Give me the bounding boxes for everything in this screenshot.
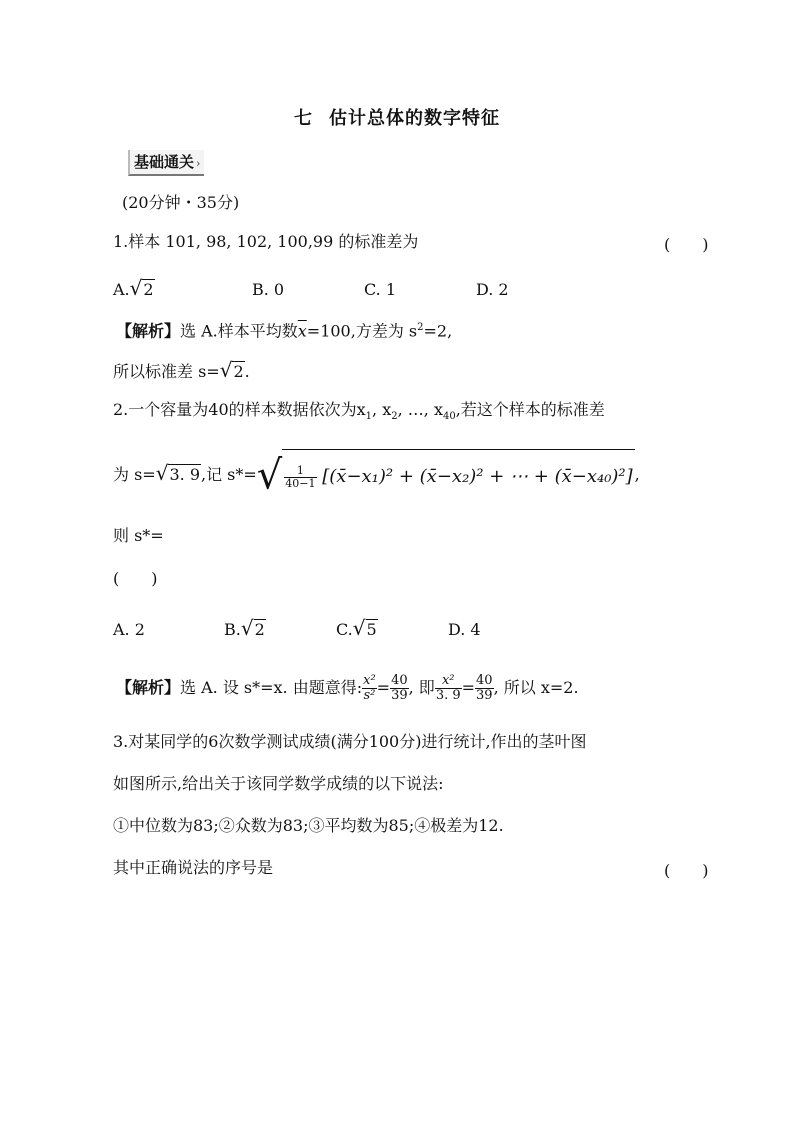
q2-sub-1: 1 <box>365 411 373 423</box>
q2-frac-40-39 <box>390 674 409 703</box>
q2-answer-blank: ( ) <box>113 569 158 588</box>
q2-line2-b: ,记 s*= <box>201 465 257 484</box>
q1-option-a-radicand: 2 <box>143 280 154 299</box>
q1-solution-text-a: 选 A.样本平均数 <box>180 321 298 341</box>
q2-sub-40: 40 <box>442 411 456 423</box>
q2-f1-den: s² <box>363 688 376 703</box>
q2-frac-x2-39 <box>435 674 462 703</box>
q2-line3: 则 s*= <box>113 526 164 545</box>
q1-stem: 1.样本 101, 98, 102, 100,99 的标准差为 <box>113 232 419 251</box>
q2-stem <box>113 400 605 427</box>
q2-f1-num: x² <box>363 673 376 688</box>
q2-formula-fraction <box>284 465 316 490</box>
q2-solution-text-c: , 所以 x=2. <box>493 678 579 697</box>
big-sqrt-symbol: √ $\frac{1}{40-1}$ [(x̄−x₁)² + (x̄−x₂)² + ⋯ + (x̄−x₄₀)²] <box>257 449 635 502</box>
q2-solution-label: 【解析】 <box>116 678 181 697</box>
q2-line2-a: 为 s= <box>113 465 156 484</box>
q2-solution <box>116 670 579 706</box>
q1-option-a-prefix: A. <box>113 280 130 299</box>
q2-line2-end: , <box>634 465 640 484</box>
q1-option-b: B. 0 <box>252 280 285 299</box>
q2-eq2: = <box>461 678 476 697</box>
q2-option-c <box>336 618 378 640</box>
q2-line2 <box>113 448 640 502</box>
section-badge-label: 基础通关 <box>134 153 195 171</box>
badge-arrow-icon: › <box>196 157 201 170</box>
q2-line2-radicand: 3. 9 <box>169 465 200 484</box>
q1-solution-line2 <box>113 360 250 382</box>
q1-option-c: C. 1 <box>364 280 397 299</box>
q2-frac-x2-s2 <box>362 674 377 703</box>
q2-stem-c: , …, x <box>397 400 443 419</box>
q1-solution <box>116 318 452 341</box>
q2-stem-a: 2.一个容量为40的样本数据依次为x <box>113 400 366 419</box>
q2-solution-text-b: , 即 <box>408 678 435 697</box>
page-title <box>0 104 794 130</box>
q1-solution-label: 【解析】 <box>116 321 181 341</box>
q3-answer-blank: ( ) <box>664 861 709 880</box>
title-text: 估计总体的数字特征 <box>329 108 500 129</box>
section-badge <box>128 150 204 176</box>
q2-f2-num: 40 <box>391 673 408 688</box>
q2-f3-num: x² <box>435 674 462 689</box>
q2-option-b-radicand: 2 <box>254 620 265 639</box>
q2-frac-num: 1 <box>284 465 316 478</box>
q2-option-a: A. 2 <box>113 620 145 639</box>
q2-f3-den: 3. 9 <box>435 688 461 703</box>
q2-solution-text-a: 选 A. 设 s*=x. 由题意得: <box>180 678 363 697</box>
q2-option-b <box>224 618 266 640</box>
q1-option-a <box>113 278 155 300</box>
q1-solution-mean-symbol: $\overline{x}$ <box>297 321 307 341</box>
q2-frac-den: 40−1 <box>285 476 316 490</box>
q1-solution-text-c: =2, <box>423 321 453 341</box>
q2-formula-sum: [(x̄−x₁)² + (x̄−x₂)² + ⋯ + (x̄−x₄₀)²] <box>322 466 633 487</box>
sqrt-symbol: √2 <box>219 358 244 382</box>
sqrt-symbol: √5 <box>352 616 377 640</box>
q1-answer-blank: ( ) <box>664 235 709 254</box>
q2-sub-2: 2 <box>391 411 398 423</box>
q3-line4: 其中正确说法的序号是 <box>113 858 274 877</box>
q2-option-c-prefix: C. <box>336 620 353 639</box>
q2-eq1: = <box>376 678 391 697</box>
q2-stem-b: , x <box>372 400 392 419</box>
q2-f2-den: 39 <box>391 688 408 703</box>
sqrt-symbol: √2 <box>240 616 265 640</box>
q1-solution2-radicand: 2 <box>233 362 244 381</box>
q1-solution-text-b: =100,方差为 s <box>306 321 418 341</box>
sqrt-symbol: √3. 9 <box>155 461 200 485</box>
q2-option-c-radicand: 5 <box>366 620 377 639</box>
title-number: 七 <box>294 108 313 129</box>
q3-line3: ①中位数为83;②众数为83;③平均数为85;④极差为12. <box>113 816 504 835</box>
q2-frac-40-39-b <box>475 674 494 703</box>
q2-option-d: D. 4 <box>448 620 481 639</box>
q1-option-d: D. 2 <box>476 280 509 299</box>
sqrt-symbol: √2 <box>129 276 154 300</box>
q1-solution-exp: 2 <box>417 322 424 333</box>
q2-f4-num: 40 <box>476 673 493 688</box>
q2-stem-d: ,若这个样本的标准差 <box>455 400 605 419</box>
q2-option-b-prefix: B. <box>224 620 241 639</box>
q1-solution2-text-a: 所以标准差 s= <box>113 362 220 381</box>
q1-solution2-text-b: . <box>244 362 250 381</box>
timing-note: (20分钟・35分) <box>122 193 240 212</box>
q3-line2: 如图所示,给出关于该同学数学成绩的以下说法: <box>113 774 444 793</box>
q3-line1: 3.对某同学的6次数学测试成绩(满分100分)进行统计,作出的茎叶图 <box>113 732 587 751</box>
q2-f4-den: 39 <box>476 688 493 703</box>
